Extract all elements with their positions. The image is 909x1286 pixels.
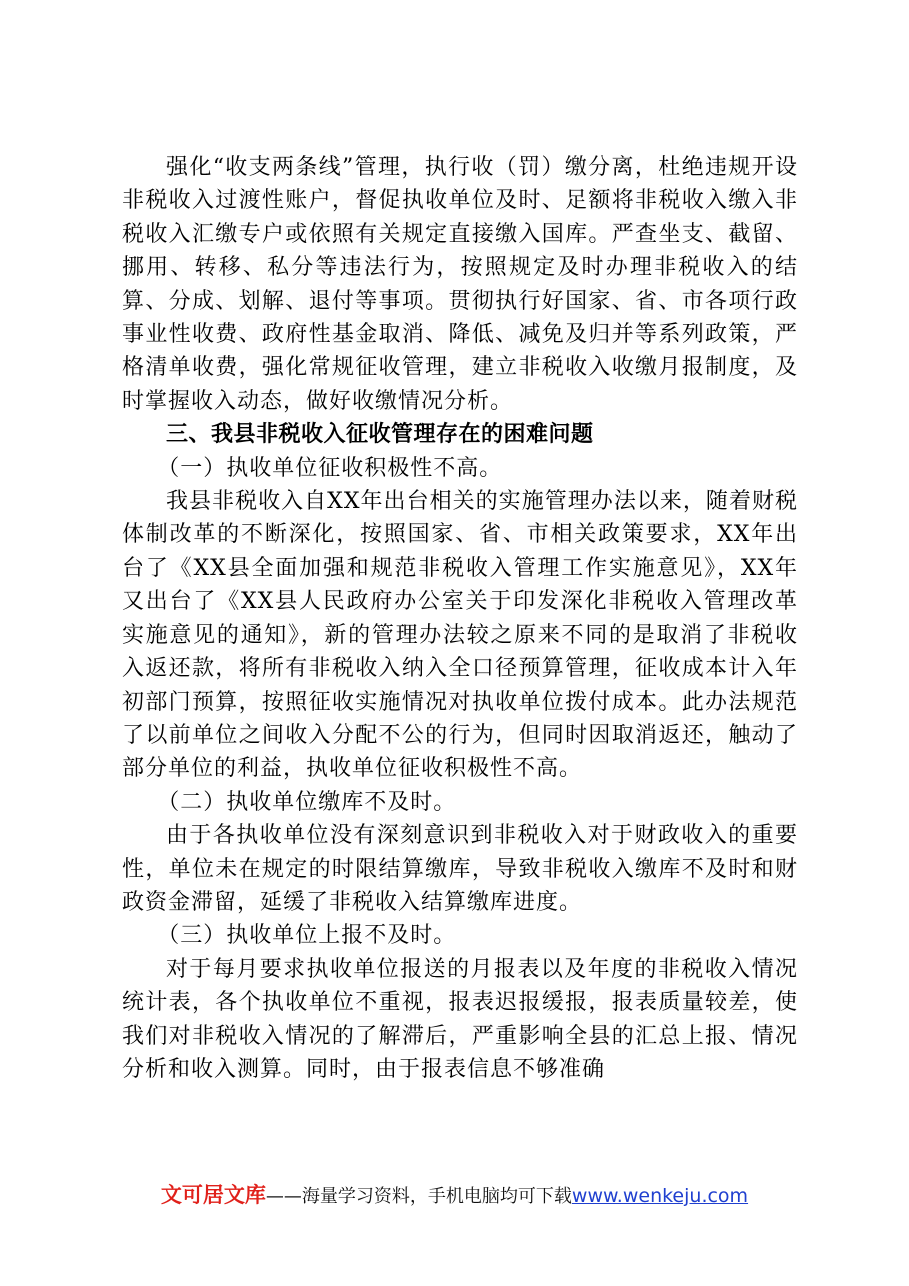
subheading-late-reporting: （三）执收单位上报不及时。: [157, 923, 457, 949]
paragraph-collection-enthusiasm: 我县非税收入自XX年出台相关的实施管理办法以来，随着财税体制改革的不断深化，按照国家、省、市相关政策要求，XX年出台了《XX县全面加强和规范非税收入管理工作实施意见》，XX年又出台了《XX县人民政府办公室关于印发深化非税收入管理改革实施意见的通知》，新的管理办法较之原来不同的是取消了非税收入返还款，将所有非税收入纳入全口径预算管理，征收成本计入年初部门预算，按照征收实施情况对执收单位拨付成本。此办法规范了以前单位之间收入分配不公的行为，但同时因取消返还，触动了部分单位的利益，执收单位征收积极性不高。: [122, 489, 798, 782]
subheading-late-payment: （二）执收单位缴库不及时。: [157, 789, 457, 815]
footer-url-link[interactable]: www.wenkeju.com: [571, 1185, 749, 1207]
paragraph-late-payment: 由于各执收单位没有深刻意识到非税收入对于财政收入的重要性，单位未在规定的时限结算缴库，导致非税收入缴库不及时和财政资金滞留，延缓了非税收入结算缴库进度。: [122, 823, 798, 915]
footer-slogan: ——海量学习资料，手机电脑均可下载: [265, 1186, 572, 1207]
footer-banner: [0, 1180, 909, 1212]
paragraph-late-reporting: 对于每月要求执收单位报送的月报表以及年度的非税收入情况统计表，各个执收单位不重视，报表迟报缓报，报表质量较差，使我们对非税收入情况的了解滞后，严重影响全县的汇总上报、情况分析和收入测算。同时，由于报表信息不够准确: [122, 956, 798, 1082]
footer-brand: 文可居文库: [160, 1183, 266, 1207]
subheading-collection-enthusiasm: （一）执收单位征收积极性不高。: [157, 455, 503, 481]
paragraph-revenue-management: 强化“收支两条线”管理，执行收（罚）缴分离，杜绝违规开设非税收入过渡性账户，督促执收单位及时、足额将非税收入缴入非税收入汇缴专户或依照有关规定直接缴入国库。严查坐支、截留、挪用、转移、私分等违法行为，按照规定及时办理非税收入的结算、分成、划解、退付等事项。贯彻执行好国家、省、市各项行政事业性收费、政府性基金取消、降低、减免及归并等系列政策，严格清单收费，强化常规征收管理，建立非税收入收缴月报制度，及时掌握收入动态，做好收缴情况分析。: [122, 155, 798, 414]
section-heading-problems: 三、我县非税收入征收管理存在的困难问题: [166, 422, 594, 448]
document-body: [122, 151, 798, 1086]
